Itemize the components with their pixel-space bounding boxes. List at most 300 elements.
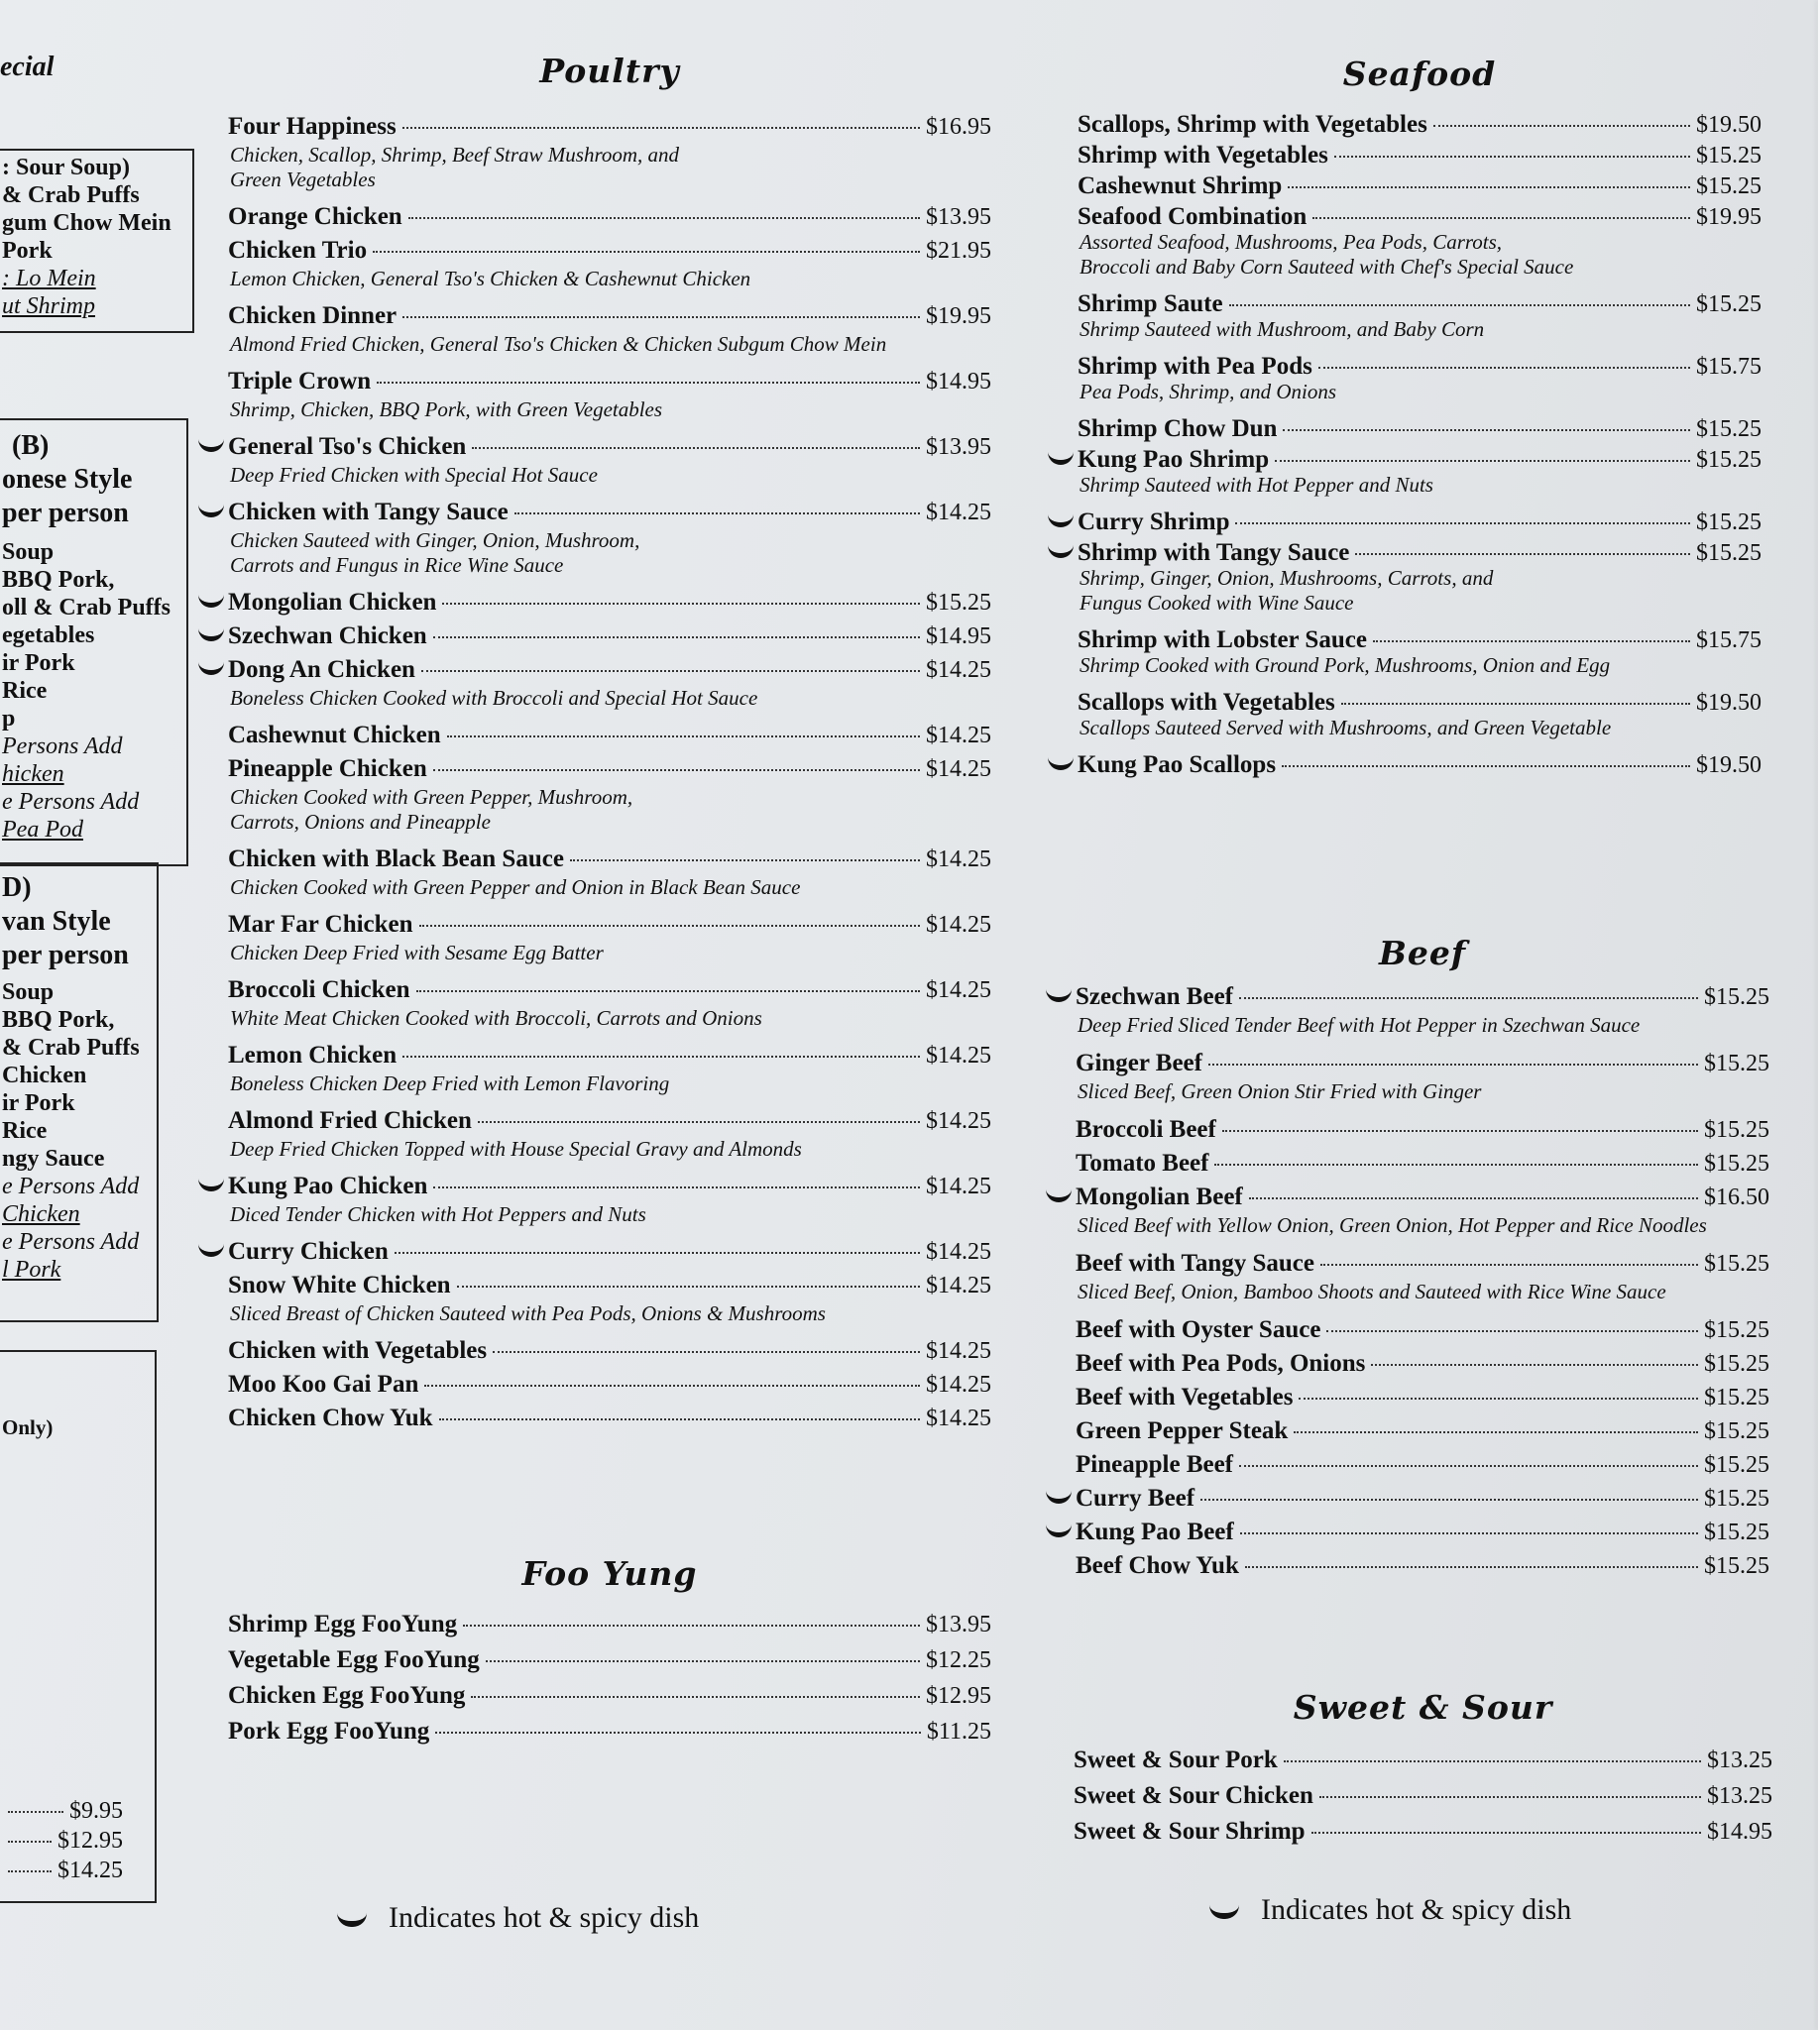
- legend-text: Indicates hot & spicy dish: [1261, 1893, 1572, 1926]
- combo-line: l Pork: [2, 1257, 61, 1283]
- hot-spicy-icon: [198, 595, 224, 608]
- middle-column: [228, 0, 1001, 2030]
- menu-item-description: Broccoli and Baby Corn Sauteed with Chef's Special Sauce: [1080, 255, 1574, 279]
- menu-item-price: $15.25: [1704, 1486, 1769, 1512]
- dot-leader: [442, 603, 920, 605]
- dot-leader: [8, 1841, 52, 1843]
- combo-line: Chicken: [2, 1201, 80, 1227]
- dot-leader: [1275, 460, 1690, 462]
- dot-leader: [419, 925, 920, 927]
- menu-item: [1076, 1552, 1769, 1584]
- menu-item-price: $15.25: [1704, 1385, 1769, 1410]
- menu-item: [1076, 1417, 1769, 1449]
- dot-leader: [471, 1696, 920, 1698]
- menu-item: [228, 1682, 991, 1714]
- menu-item: [228, 302, 991, 334]
- combo-line: & Crab Puffs: [2, 182, 140, 208]
- menu-item: [1078, 172, 1762, 204]
- menu-item-name: Sweet & Sour Pork: [1074, 1747, 1278, 1773]
- combo-line: (B): [12, 430, 50, 461]
- menu-item-description: Shrimp Sauteed with Hot Pepper and Nuts: [1080, 473, 1433, 497]
- dot-leader: [402, 127, 920, 129]
- menu-item-price: $14.25: [926, 1273, 991, 1298]
- menu-item-price: $15.25: [1696, 143, 1762, 169]
- menu-item-name: Shrimp Egg FooYung: [228, 1611, 458, 1637]
- menu-item-name: Snow White Chicken: [228, 1272, 451, 1298]
- menu-item: [228, 499, 991, 530]
- dot-leader: [493, 1351, 920, 1353]
- dot-leader: [439, 1418, 920, 1420]
- menu-item-name: Mongolian Chicken: [228, 589, 437, 616]
- hot-spicy-icon: [198, 662, 224, 675]
- box4-note: Only): [2, 1415, 54, 1439]
- dot-leader: [433, 769, 920, 771]
- dot-leader: [421, 670, 920, 672]
- combo-line: Pea Pod: [2, 817, 83, 843]
- menu-item-name: Seafood Combination: [1078, 203, 1308, 230]
- menu-item: [228, 433, 991, 465]
- menu-item: [228, 722, 991, 753]
- menu-item-name: Scallops with Vegetables: [1078, 689, 1335, 716]
- menu-item: [1076, 1384, 1769, 1415]
- box4-price: $12.95: [57, 1828, 123, 1854]
- menu-item-price: $14.95: [926, 623, 991, 649]
- dot-leader: [1240, 1532, 1698, 1534]
- dot-leader: [486, 1660, 920, 1662]
- menu-item-price: $14.25: [926, 1338, 991, 1364]
- hot-spicy-icon: [1048, 545, 1074, 558]
- dot-leader: [1229, 304, 1690, 306]
- menu-item-name: Broccoli Chicken: [228, 976, 410, 1003]
- menu-item: [1078, 508, 1762, 540]
- menu-item-price: $14.25: [926, 977, 991, 1003]
- menu-item-name: Triple Crown: [228, 368, 372, 395]
- menu-item-name: Mar Far Chicken: [228, 911, 413, 938]
- dot-leader: [514, 512, 920, 514]
- menu-item: [1078, 111, 1762, 143]
- menu-item-description: Boneless Chicken Deep Fried with Lemon Flavoring: [230, 1071, 670, 1095]
- menu-item-price: $16.95: [926, 114, 991, 140]
- menu-item-price: $12.95: [926, 1683, 991, 1709]
- menu-item-name: Ginger Beef: [1076, 1050, 1202, 1076]
- menu-item-price: $14.25: [926, 1174, 991, 1199]
- menu-item-description: Shrimp Sauteed with Mushroom, and Baby Corn: [1080, 317, 1485, 341]
- menu-item-name: Four Happiness: [228, 113, 397, 140]
- menu-item: [228, 113, 991, 145]
- menu-item: [228, 1718, 991, 1749]
- hot-spicy-icon: [198, 505, 224, 517]
- menu-item-name: Pork Egg FooYung: [228, 1718, 430, 1745]
- hot-spicy-icon: [198, 1244, 224, 1257]
- menu-item-description: Sliced Breast of Chicken Sauteed with Pea Pods, Onions & Mushrooms: [230, 1301, 826, 1325]
- menu-item-description: Deep Fried Sliced Tender Beef with Hot Pepper in Szechwan Sauce: [1078, 1013, 1641, 1037]
- combo-line: Pork: [2, 238, 53, 264]
- dot-leader: [457, 1286, 920, 1288]
- dot-leader: [472, 447, 920, 449]
- menu-item-description: Chicken Deep Fried with Sesame Egg Batter: [230, 941, 604, 964]
- menu-item-description: Diced Tender Chicken with Hot Peppers and Nuts: [230, 1202, 646, 1226]
- menu-item-price: $15.25: [1704, 1051, 1769, 1076]
- menu-item-description: Sliced Beef, Green Onion Stir Fried with Ginger: [1078, 1079, 1482, 1103]
- combo-line: & Crab Puffs: [2, 1035, 140, 1061]
- dot-leader: [1299, 1398, 1698, 1400]
- combo-line: per person: [2, 498, 129, 528]
- menu-item-price: $15.25: [1696, 291, 1762, 317]
- menu-item: [228, 1107, 991, 1139]
- combo-line: p: [2, 706, 16, 732]
- menu-item-description: Deep Fried Chicken with Special Hot Sauce: [230, 463, 598, 487]
- combo-line: D): [2, 872, 32, 903]
- dot-leader: [1239, 997, 1698, 999]
- menu-item-price: $14.25: [926, 1239, 991, 1265]
- menu-item-description: Lemon Chicken, General Tso's Chicken & Cashewnut Chicken: [230, 267, 751, 290]
- menu-item-name: Shrimp with Tangy Sauce: [1078, 539, 1350, 566]
- menu-item-name: Kung Pao Scallops: [1078, 751, 1277, 778]
- menu-item-price: $14.95: [926, 369, 991, 395]
- menu-item-name: Mongolian Beef: [1076, 1184, 1243, 1210]
- dot-leader: [433, 636, 920, 638]
- menu-item-name: Vegetable Egg FooYung: [228, 1646, 480, 1673]
- menu-item-price: $15.25: [1704, 1317, 1769, 1343]
- menu-item: [1078, 415, 1762, 447]
- menu-item-price: $15.25: [1704, 1117, 1769, 1143]
- dot-leader: [1294, 1431, 1698, 1433]
- menu-item-price: $15.25: [1704, 1151, 1769, 1177]
- menu-item: [228, 368, 991, 399]
- menu-item-name: Chicken Trio: [228, 237, 368, 264]
- menu-item: [1074, 1782, 1772, 1814]
- menu-item-name: Beef Chow Yuk: [1076, 1552, 1239, 1579]
- combo-line: BBQ Pork,: [2, 1007, 115, 1033]
- menu-item-description: Scallops Sauteed Served with Mushrooms, and Green Vegetable: [1080, 716, 1612, 739]
- menu-item-description: Chicken Sauteed with Ginger, Onion, Mushroom,: [230, 528, 640, 552]
- menu-item-name: Beef with Tangy Sauce: [1076, 1250, 1315, 1277]
- menu-item: [1074, 1818, 1772, 1850]
- combo-line: gum Chow Mein: [2, 210, 171, 236]
- menu-item: [1076, 1050, 1769, 1081]
- menu-item-price: $14.25: [926, 1406, 991, 1431]
- menu-item: [228, 911, 991, 943]
- poultry-section-title: Poultry: [539, 52, 680, 90]
- legend-poultry-column: [337, 1901, 699, 1935]
- menu-item: [228, 976, 991, 1008]
- menu-item-name: Scallops, Shrimp with Vegetables: [1078, 111, 1427, 138]
- menu-item: [228, 846, 991, 877]
- menu-item-name: Kung Pao Chicken: [228, 1173, 428, 1199]
- menu-item-description: Shrimp, Chicken, BBQ Pork, with Green Vegetables: [230, 397, 663, 421]
- dot-leader: [447, 735, 920, 737]
- menu-item-price: $14.25: [926, 1043, 991, 1069]
- menu-item-name: Dong An Chicken: [228, 656, 415, 683]
- hot-spicy-icon: [198, 628, 224, 641]
- menu-item-description: Deep Fried Chicken Topped with House Special Gravy and Almonds: [230, 1137, 802, 1161]
- box4-price-row: [2, 1798, 123, 1830]
- menu-item-name: Kung Pao Shrimp: [1078, 446, 1270, 473]
- menu-item-name: Chicken with Tangy Sauce: [228, 499, 509, 525]
- menu-item-price: $14.25: [926, 500, 991, 525]
- menu-item-price: $16.50: [1704, 1184, 1769, 1210]
- dot-leader: [395, 1252, 920, 1254]
- menu-item-name: Kung Pao Beef: [1076, 1519, 1234, 1545]
- menu-item-description: Chicken, Scallop, Shrimp, Beef Straw Mushroom, and: [230, 143, 680, 167]
- menu-item-name: Sweet & Sour Chicken: [1074, 1782, 1313, 1809]
- combo-line: ngy Sauce: [2, 1146, 105, 1172]
- menu-item-price: $15.75: [1696, 627, 1762, 653]
- dot-leader: [408, 217, 920, 219]
- menu-item: [228, 755, 991, 787]
- menu-item-price: $19.95: [1696, 204, 1762, 230]
- menu-item-name: Cashewnut Shrimp: [1078, 172, 1283, 199]
- sweet-sour-section-title: Sweet & Sour: [1293, 1688, 1553, 1727]
- dot-leader: [463, 1625, 920, 1627]
- hot-spicy-icon: [1048, 452, 1074, 465]
- dot-leader: [1320, 1264, 1698, 1266]
- dot-leader: [1283, 429, 1690, 431]
- dot-leader: [1288, 186, 1690, 188]
- hot-spicy-icon: [198, 439, 224, 452]
- menu-item-name: Szechwan Chicken: [228, 622, 427, 649]
- menu-item-price: $14.25: [926, 846, 991, 872]
- combo-line: e Persons Add: [2, 1174, 140, 1199]
- menu-item: [228, 1173, 991, 1204]
- menu-item-price: $14.25: [926, 1372, 991, 1398]
- menu-item-price: $13.95: [926, 1612, 991, 1637]
- dot-leader: [8, 1870, 52, 1872]
- combo-line: Soup: [2, 539, 55, 565]
- combo-line: : Sour Soup): [2, 155, 130, 180]
- menu-item-price: $15.25: [1704, 1553, 1769, 1579]
- menu-item-name: Chicken Chow Yuk: [228, 1405, 433, 1431]
- box4-price-row: [2, 1858, 123, 1889]
- menu-item-name: General Tso's Chicken: [228, 433, 467, 460]
- menu-item-name: Beef with Vegetables: [1076, 1384, 1294, 1410]
- menu-item: [1076, 1451, 1769, 1483]
- menu-item-name: Curry Chicken: [228, 1238, 389, 1265]
- menu-item-description: Carrots, Onions and Pineapple: [230, 810, 491, 834]
- foo-yung-section-title: Foo Yung: [521, 1554, 698, 1593]
- menu-item-description: Almond Fried Chicken, General Tso's Chicken & Chicken Subgum Chow Mein: [230, 332, 887, 356]
- menu-item-description: Shrimp Cooked with Ground Pork, Mushrooms, Onion and Egg: [1080, 653, 1611, 677]
- menu-item-description: Chicken Cooked with Green Pepper, Mushroom,: [230, 785, 633, 809]
- menu-item-description: Boneless Chicken Cooked with Broccoli and Special Hot Sauce: [230, 686, 758, 710]
- hot-spicy-icon: [1048, 757, 1074, 770]
- menu-item-description: Green Vegetables: [230, 168, 376, 191]
- combo-line: van Style: [2, 906, 111, 937]
- hot-spicy-icon: [1046, 1189, 1072, 1202]
- menu-item-name: Chicken Egg FooYung: [228, 1682, 466, 1709]
- menu-item-name: Orange Chicken: [228, 203, 402, 230]
- menu-item: [228, 1646, 991, 1678]
- dot-leader: [1284, 1760, 1701, 1762]
- dot-leader: [1245, 1566, 1698, 1568]
- menu-item-name: Beef with Pea Pods, Onions: [1076, 1350, 1366, 1377]
- combo-line: hicken: [2, 761, 64, 787]
- hot-spicy-icon: [1209, 1905, 1239, 1919]
- dot-leader: [1373, 640, 1690, 642]
- menu-item-description: Chicken Cooked with Green Pepper and Onion in Black Bean Sauce: [230, 875, 801, 899]
- combo-line: egetables: [2, 622, 95, 648]
- left-partial-column: [0, 0, 198, 2030]
- dot-leader: [1355, 553, 1690, 555]
- menu-item: [1074, 1747, 1772, 1778]
- combo-line: e Persons Add: [2, 789, 140, 815]
- right-column: [1031, 0, 1772, 2030]
- combo-line: onese Style: [2, 464, 133, 495]
- menu-item: [228, 622, 991, 654]
- dot-leader: [1334, 156, 1690, 158]
- menu-item-price: $19.50: [1696, 112, 1762, 138]
- menu-item-name: Curry Shrimp: [1078, 508, 1230, 535]
- seafood-section-title: Seafood: [1342, 55, 1497, 93]
- menu-item-price: $15.25: [1704, 1520, 1769, 1545]
- legend-text: Indicates hot & spicy dish: [389, 1901, 700, 1934]
- menu-item: [228, 1238, 991, 1270]
- menu-item-price: $14.95: [1707, 1819, 1772, 1845]
- menu-item: [1076, 1316, 1769, 1348]
- menu-item-description: Shrimp, Ginger, Onion, Mushrooms, Carrots, and: [1080, 566, 1494, 590]
- menu-item-name: Chicken Dinner: [228, 302, 398, 329]
- box4-price: $14.25: [57, 1858, 123, 1883]
- dot-leader: [570, 859, 920, 861]
- menu-item: [228, 589, 991, 620]
- menu-item-name: Pineapple Chicken: [228, 755, 427, 782]
- menu-item-price: $15.25: [1704, 1351, 1769, 1377]
- combo-line: ut Shrimp: [2, 293, 96, 319]
- hot-spicy-icon: [1046, 1491, 1072, 1504]
- combo-line: per person: [2, 940, 129, 970]
- menu-item: [228, 656, 991, 688]
- menu-item-price: $13.25: [1707, 1783, 1772, 1809]
- menu-item-price: $15.25: [1696, 173, 1762, 199]
- menu-item: [228, 1611, 991, 1642]
- menu-item: [1076, 1250, 1769, 1282]
- menu-item: [228, 1042, 991, 1073]
- menu-item: [1076, 1485, 1769, 1517]
- dot-leader: [435, 1732, 921, 1734]
- combo-line: e Persons Add: [2, 1229, 140, 1255]
- menu-item-price: $15.25: [1704, 1452, 1769, 1478]
- menu-item-name: Almond Fried Chicken: [228, 1107, 472, 1134]
- menu-item-price: $15.25: [1696, 509, 1762, 535]
- menu-item: [1076, 1150, 1769, 1182]
- menu-item-name: Curry Beef: [1076, 1485, 1195, 1512]
- menu-item-description: Assorted Seafood, Mushrooms, Pea Pods, Carrots,: [1080, 230, 1503, 254]
- menu-item-price: $14.25: [926, 912, 991, 938]
- menu-item-name: Green Pepper Steak: [1076, 1417, 1289, 1444]
- menu-item: [228, 1405, 991, 1436]
- menu-item-name: Broccoli Beef: [1076, 1116, 1216, 1143]
- combo-line: BBQ Pork,: [2, 567, 115, 593]
- dot-leader: [416, 990, 920, 992]
- menu-item-description: Fungus Cooked with Wine Sauce: [1080, 591, 1354, 615]
- menu-item-price: $13.25: [1707, 1748, 1772, 1773]
- dot-leader: [1341, 703, 1690, 705]
- dot-leader: [1371, 1364, 1698, 1366]
- menu-item-price: $14.25: [926, 723, 991, 748]
- menu-item: [228, 237, 991, 269]
- menu-item-price: $11.25: [926, 1719, 991, 1745]
- menu-item: [1076, 1184, 1769, 1215]
- hot-spicy-icon: [1048, 514, 1074, 527]
- menu-item: [1078, 751, 1762, 783]
- menu-item-price: $14.25: [926, 1108, 991, 1134]
- menu-item-price: $19.95: [926, 303, 991, 329]
- dot-leader: [373, 251, 920, 253]
- menu-item-price: $15.25: [1704, 1251, 1769, 1277]
- dot-leader: [1235, 522, 1690, 524]
- menu-item-price: $14.25: [926, 657, 991, 683]
- menu-item-price: $14.25: [926, 756, 991, 782]
- menu-item: [1076, 1519, 1769, 1550]
- hot-spicy-icon: [1046, 989, 1072, 1002]
- menu-item-price: $15.25: [1704, 984, 1769, 1010]
- hot-spicy-icon: [1046, 1524, 1072, 1537]
- menu-item-name: Shrimp Saute: [1078, 290, 1223, 317]
- menu-item-price: $15.25: [1696, 447, 1762, 473]
- legend-seafood-column: [1209, 1893, 1571, 1927]
- menu-item-name: Lemon Chicken: [228, 1042, 398, 1069]
- dot-leader: [1326, 1330, 1698, 1332]
- box4-price: $9.95: [69, 1798, 123, 1824]
- menu-item: [228, 1371, 991, 1403]
- menu-item-price: $15.25: [1696, 416, 1762, 442]
- dot-leader: [377, 382, 920, 384]
- dot-leader: [478, 1121, 920, 1123]
- menu-item-description: Sliced Beef with Yellow Onion, Green Onion, Hot Pepper and Rice Noodles: [1078, 1213, 1707, 1237]
- menu-item-name: Beef with Oyster Sauce: [1076, 1316, 1321, 1343]
- dot-leader: [402, 1056, 920, 1058]
- menu-item-price: $19.50: [1696, 690, 1762, 716]
- combo-line: : Lo Mein: [2, 266, 96, 291]
- menu-item-name: Chicken with Vegetables: [228, 1337, 488, 1364]
- menu-item-name: Shrimp with Vegetables: [1078, 142, 1328, 169]
- combo-line: oll & Crab Puffs: [2, 595, 171, 620]
- menu-item: [1078, 142, 1762, 173]
- dot-leader: [1214, 1164, 1698, 1166]
- menu-item-name: Sweet & Sour Shrimp: [1074, 1818, 1306, 1845]
- menu-item-price: $15.75: [1696, 354, 1762, 380]
- dot-leader: [1249, 1197, 1698, 1199]
- combo-line: ir Pork: [2, 1090, 75, 1116]
- menu-item-name: Shrimp with Lobster Sauce: [1078, 626, 1367, 653]
- menu-item: [1076, 1116, 1769, 1148]
- menu-item-name: Shrimp with Pea Pods: [1078, 353, 1312, 380]
- dot-leader: [1239, 1465, 1698, 1467]
- combo-line: ir Pork: [2, 650, 75, 676]
- dot-leader: [1282, 765, 1690, 767]
- hot-spicy-icon: [198, 1179, 224, 1191]
- menu-item-price: $21.95: [926, 238, 991, 264]
- menu-item-name: Chicken with Black Bean Sauce: [228, 846, 564, 872]
- dot-leader: [402, 316, 920, 318]
- dot-leader: [1222, 1130, 1698, 1132]
- menu-item-description: White Meat Chicken Cooked with Broccoli, Carrots and Onions: [230, 1006, 762, 1030]
- dot-leader: [1312, 217, 1690, 219]
- combo-line: Rice: [2, 678, 48, 704]
- dot-leader: [8, 1811, 63, 1813]
- combo-line: Rice: [2, 1118, 48, 1144]
- menu-item: [1076, 983, 1769, 1015]
- dot-leader: [1208, 1064, 1698, 1066]
- combo-line: Persons Add: [2, 733, 123, 759]
- menu-item-name: Szechwan Beef: [1076, 983, 1233, 1010]
- menu-item: [228, 1337, 991, 1369]
- menu-item-price: $15.25: [1696, 540, 1762, 566]
- combo-line: Chicken: [2, 1063, 87, 1088]
- menu-item-price: $13.95: [926, 434, 991, 460]
- special-header-partial: ecial: [0, 52, 55, 82]
- menu-item: [228, 203, 991, 235]
